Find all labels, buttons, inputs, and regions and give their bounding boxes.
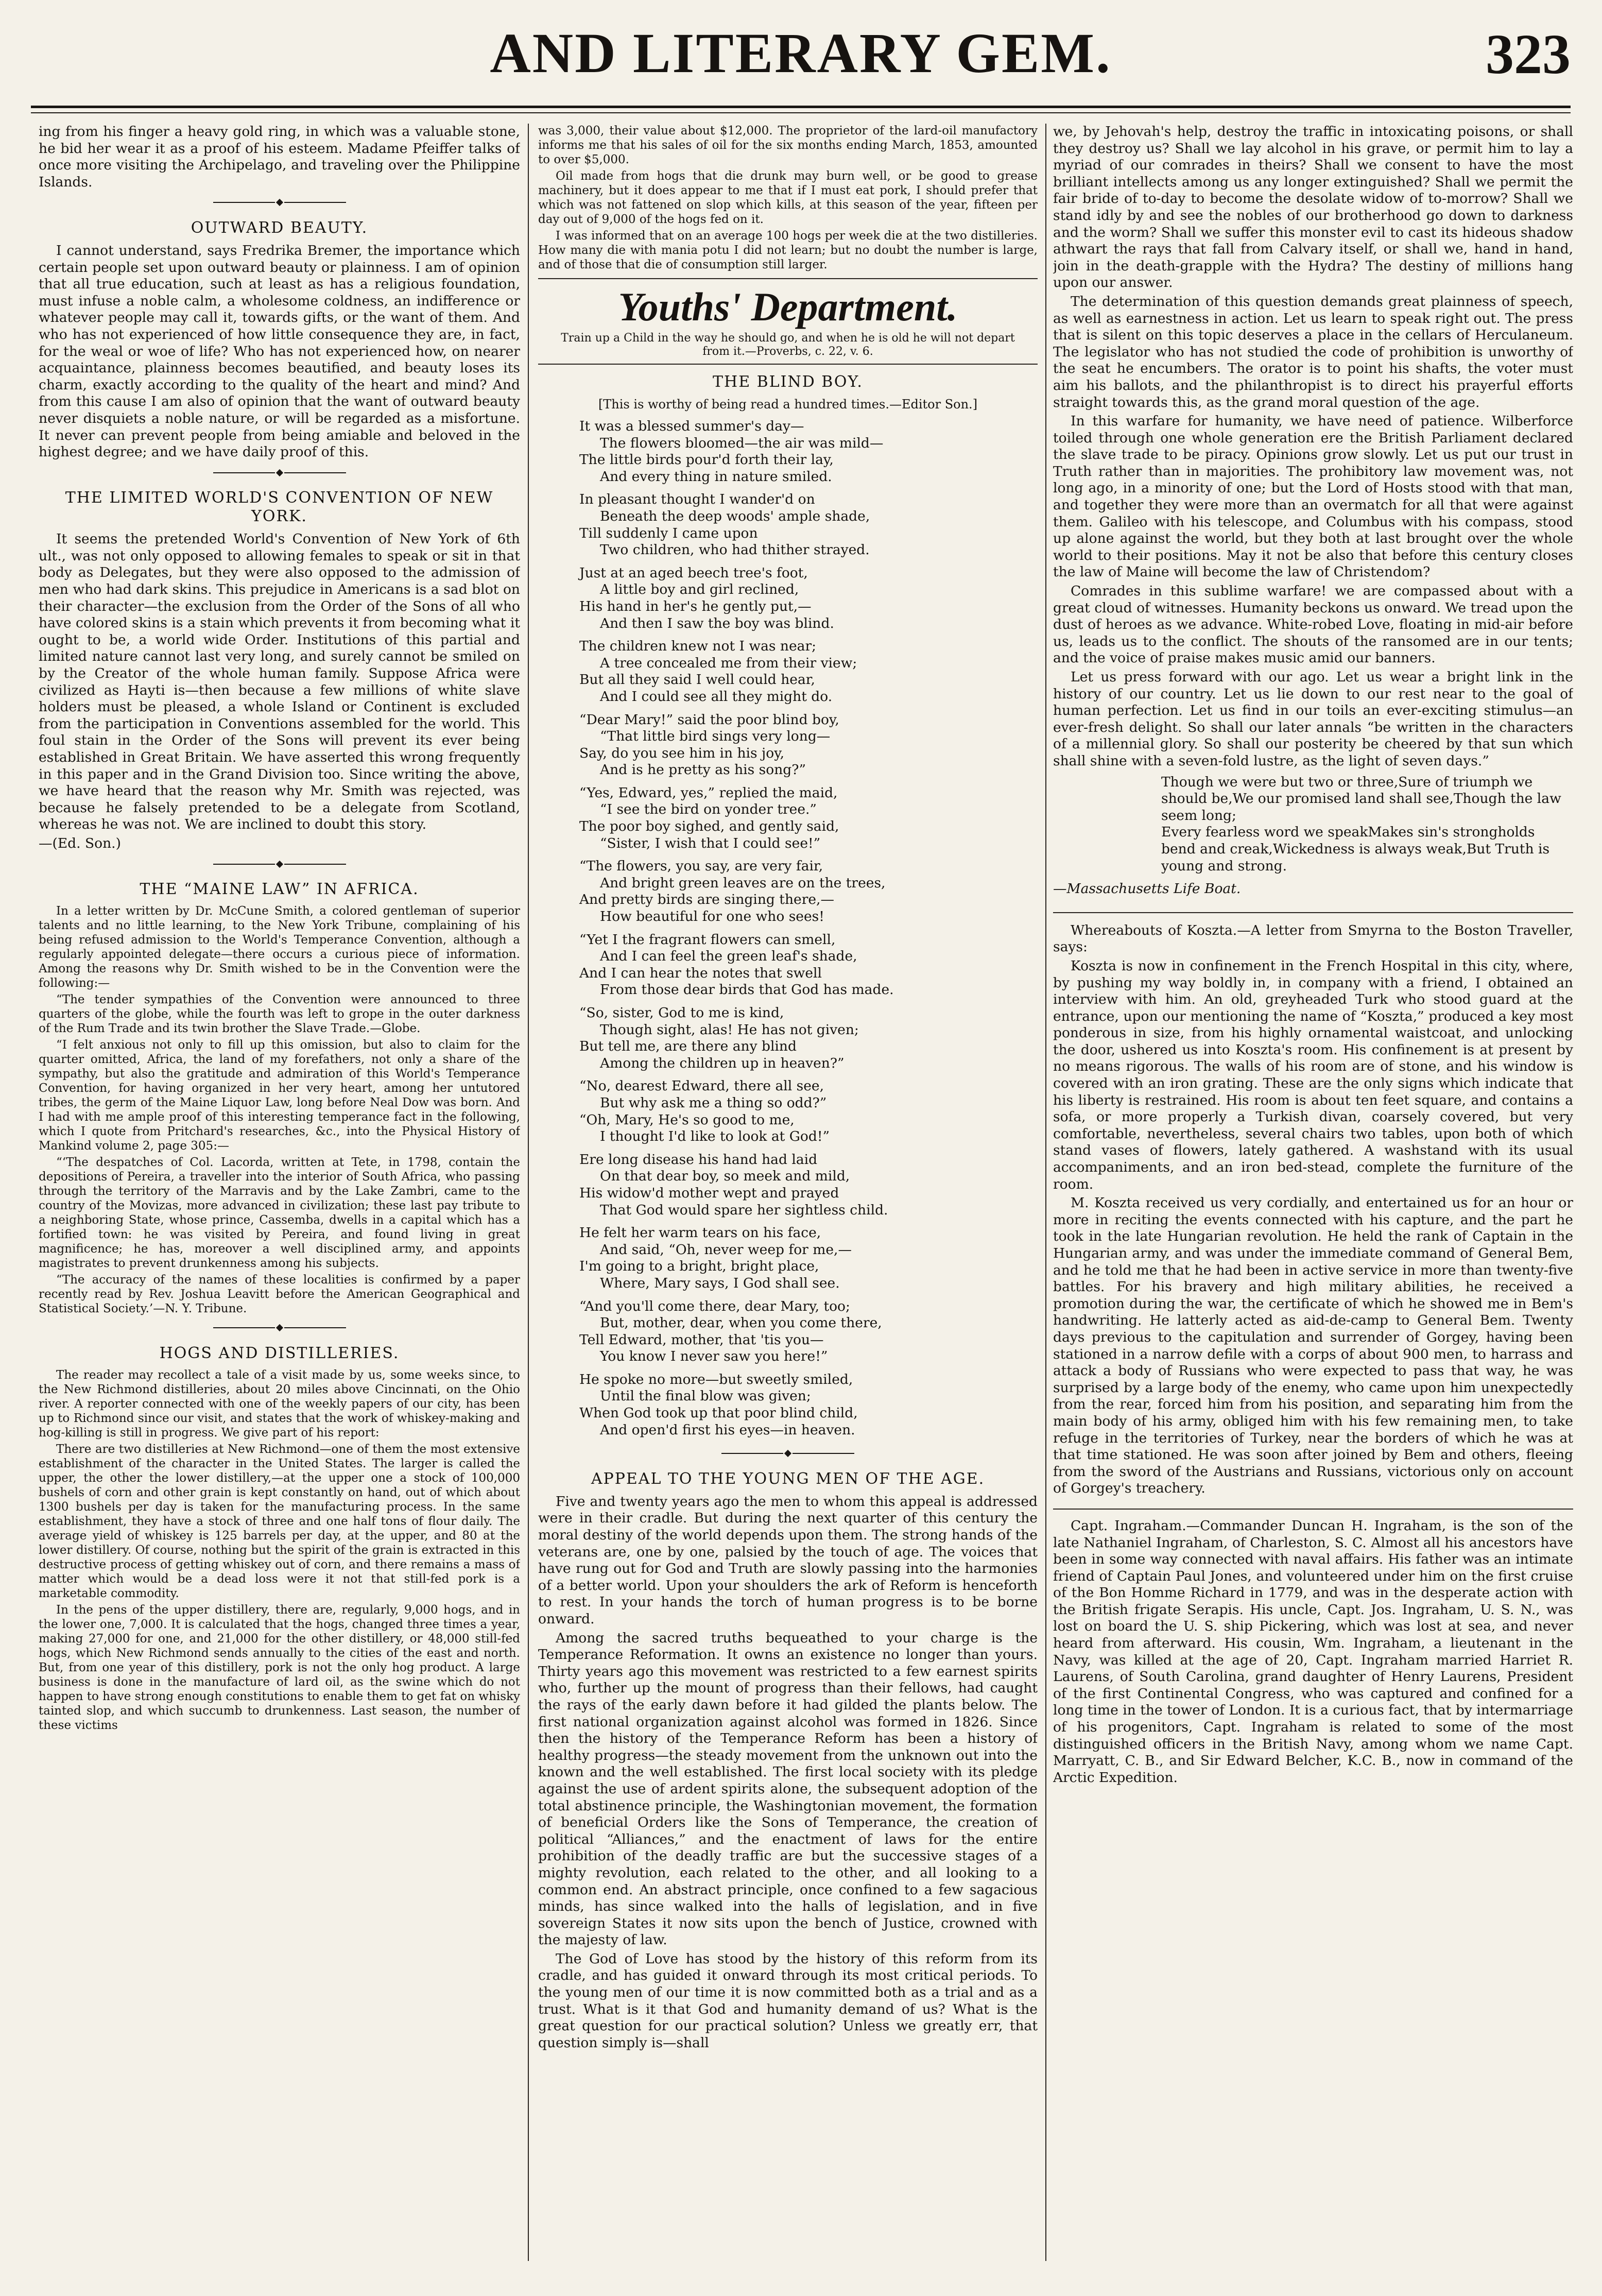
poem-line: And is he pretty as his song?” bbox=[600, 762, 806, 778]
poem-stanza bbox=[579, 1078, 1038, 1145]
article-heading: THE “MAINE LAW” IN AFRICA. bbox=[140, 880, 419, 899]
paragraph: In the pens of the upper distillery, there are, regularly, 9,000 hogs, and in the lower one, 7,000. It is calculated that the hogs, changed three times a year, making 27,000 for one, and 21,000 for the other distillery, or 48,000 still-fed hogs, which New Richmond sends annually to the cities of the east and north. But, from one year of this distillery, pork is not the only hog product. A large business is done in the manufacture of lard oil, as the swine which do not happen to have strong enough constitutions to enable them to get fat on whisky tainted slop, and which succumb to drunkenness. Last season, the number of these victims bbox=[39, 1603, 520, 1732]
article-heading: HOGS AND DISTILLERIES. bbox=[159, 1344, 400, 1362]
paragraph: “The tender sympathies of the Convention were announced to three quarters of the globe, while the fourth was left to grope in the outer darkness of the Rum Trade and its twin brother the Slave Trade.—Globe. bbox=[39, 993, 520, 1036]
poem-line: Though sight, alas! He has not given; bbox=[600, 1021, 859, 1038]
paragraph: we, by Jehovah's help, destroy the traffic in intoxicating poisons, or shall they destroy us? Shall we lay alcohol in his grave, or permit him to lay a myriad of our comrades in theirs? Shall we consent to have the most brilliant intellects among us any longer extinguished? Shall we permit the fair bride of to-day to become the desolate widow of to-morrow? Shall we stand idly by and see the nobles of our brotherhood go down to darkness and the worm? Shall we suffer this monster evil to cast its hideous shadow athwart the rays that fall from Calvary itself, or shall we, hand in hand, join in the death-grapple with the Hydra? The destiny of millions hang upon our answer. bbox=[1053, 124, 1573, 291]
editor-note: [This is worthy of being read a hundred times.—Editor Son.] bbox=[598, 397, 978, 412]
paragraph: Capt. Ingraham.—Commander Duncan H. Ingraham, is the son of the late Nathaniel Ingraham, of Charleston, S. C. Almost all his ancestors have been in some way connected with naval affairs. His father was an intimate friend of Captain Paul Jones, and volunteered under him on the first cruise of the Bon Homme Richard in 1779, and was in the desperate action with the British frigate Serapis. His uncle, Capt. Jos. Ingraham, U. S. N., was lost on board the U. S. ship Pickering, which was lost at sea, and never heard from afterward. His cousin, Wm. Ingraham, a lieutenant in the Navy, was killed at the age of 20, Capt. Ingraham married Harriet R. Laurens, of South Carolina, grand daughter of Henry Laurens, President of the first Continental Congress, who was captured and confined for a long time in the tower of London. It is a curious fact, that by intermarriage of his progenitors, Capt. Ingraham is related to some of the most distinguished officers in the British Navy, among whom we name Capt. Marryatt, C. B., and Sir Edward Belcher, K.C. B., now in command of the Arctic Expedition. bbox=[1053, 1517, 1573, 1786]
poem-line: Among the children up in heaven?” bbox=[600, 1055, 845, 1071]
separator bbox=[39, 855, 520, 872]
separator bbox=[538, 1445, 1038, 1462]
poem-line: He felt her warm tears on his face, bbox=[579, 1225, 821, 1241]
section-rule bbox=[538, 278, 1038, 279]
poem-stanza bbox=[579, 1005, 1038, 1072]
poem-line: Till suddenly I came upon bbox=[579, 525, 758, 541]
paragraph: There are two distilleries at New Richmond—one of them the most extensive establishment of the character in the United States. The larger is called the upper, the other the lower distillery,—at the upper one a stock of 100,000 bushels of corn and other grain is kept constantly on hand, out of which about 1300 bushels per day is taken for the manufacturing process. In the same establishment, they have a stock of three and one half tons of flour daily. The average yield of whiskey is 125 barrels per day, at the upper, and 80 at the lower distillery. Of course, nothing but the spirit of the grain is extracted in this destructive process of getting whiskey out of corn, and there remains a mass of matter which would be a dead loss were it not that still-fed pork is a marketable commodity. bbox=[39, 1442, 520, 1600]
column-2 bbox=[538, 124, 1038, 2261]
column-divider bbox=[528, 124, 529, 2261]
poem-stanza bbox=[1161, 774, 1573, 825]
poem-line: Beneath the deep woods' ample shade, bbox=[600, 508, 870, 524]
poem-line: And I can hear the notes that swell bbox=[579, 965, 822, 981]
poem-line: From those dear birds that God has made. bbox=[600, 982, 894, 998]
poem-line: When God took up that poor blind child, bbox=[579, 1405, 858, 1421]
poem-line: A tree concealed me from their view; bbox=[600, 655, 857, 671]
article-heading: OUTWARD BEAUTY. bbox=[191, 218, 368, 237]
poem-line: On that dear boy, so meek and mild, bbox=[600, 1168, 850, 1185]
poem-line: Makes sin's strongholds bend and creak, bbox=[1161, 824, 1535, 857]
separator bbox=[39, 464, 520, 481]
poem-line: Sure of triumph we should be, bbox=[1161, 774, 1533, 807]
poem-line: Wickedness is always weak, bbox=[1272, 841, 1467, 857]
motto: Train up a Child in the way he should go, and when he is old he will not depart from it.—Proverbs, c. 22, v. 6. bbox=[561, 332, 1015, 358]
article-heading: APPEAL TO THE YOUNG MEN OF THE AGE. bbox=[591, 1469, 985, 1488]
paragraph: Five and twenty years ago the men to whom this appeal is addressed were in their cradle. But during the next quarter of this century the moral destiny of the world depends upon them. The strong hands of the veterans are, one by one, palsied by the touch of age. The voices that have rung out for God and Truth are slowly passing into the harmonies of a better world. Upon your shoulders the ark of Reform is henceforth to rest. In your hands the torch of human progress is to be borne onward. bbox=[538, 1493, 1038, 1627]
poem-line: Where, Mary says, I God shall see. bbox=[600, 1275, 840, 1291]
poem-line: “Oh, Mary, He's so good to me, bbox=[579, 1111, 795, 1128]
paragraph: The God of Love has stood by the history of this reform from its cradle, and has guided it onward through its most critical periods. To the young men of our time it is now committed both as a trial and as a trust. What is it that God and humanity demand of us? What is the great question for our practical solution? Unless we greatly err, that question simply is—shall bbox=[538, 1950, 1038, 2051]
paragraph: The reader may recollect a tale of a visit made by us, some weeks since, to the New Richmond distilleries, about 20 miles above Cincinnati, on the Ohio river. A reporter connected with one of the weekly papers of our city, has been up to Richmond since our visit, and states that the work of whiskey-making and hog-killing is still in progress. We give part of his report: bbox=[39, 1368, 520, 1440]
poem-line: And I can feel the green leaf's shade, bbox=[600, 948, 857, 965]
paragraph: In this warfare for humanity, we have need of patience. Wilberforce toiled through one whole generation ere the British Parliament declared the slave trade to be piracy. Opinions grow slowly. Let us put our trust in Truth rather than in majorities. The prohibitory law movement was, not long ago, in a minority of one; but the Lord of Hosts stood with that man, and together they were more than an overmatch for all that were against them. Galileo with his telescope, and Columbus with his compass, stood up alone against the world, but they both at last brought over the whole world to their positions. May it not be also that before this century closes the law of Maine will become the law of Christendom? bbox=[1053, 413, 1573, 580]
poem-stanza bbox=[579, 418, 1038, 485]
department-title: Youths' Department. bbox=[618, 284, 958, 329]
poem-line: His hand in her's he gently put,— bbox=[579, 598, 812, 614]
paragraph: Among the sacred truths bequeathed to your charge is the Temperance Reformation. It owns an existence no longer than yours. Thirty years ago this movement was restricted to a few earnest spirits who, further up the mount of progress than their fellows, had caught the rays of the early dawn before it had gilded the plants below. The first national organization against alcohol was formed in 1826. Since then the history of the Temperance Reform has been a history of healthy progress—the steady movement from the unknown out into the known and the well established. The first local society with its pledge against the use of ardent spirits alone, the subsequent adoption of the total abstinence principle, the Washingtonian movement, the formation of beneficial Orders like the Sons of Temperance, the creation of political “Alliances,” and the enactment of laws for the entire prohibition of the deadly traffic are but the successive stages of a mighty revolution, each related to the other, and all looking to a common end. An abstract principle, once confined to a few sagacious minds, has since walked into the halls of legislation, and in five sovereign States it now sits upon the bench of Justice, crowned with the majesty of law. bbox=[538, 1630, 1038, 1948]
poem-line: He spoke no more—but sweetly smiled, bbox=[579, 1371, 853, 1387]
paragraph: I cannot understand, says Fredrika Bremer, the importance which certain people set upon outward beauty or plainness. I am of opinion that all true education, such at least as has a religious foundation, must infuse a noble calm, a wholesome coldness, an indifference or whatever people may call it, towards gifts, or the want of them. And who has not experienced of how little consequence they are, in fact, for the weal or woe of life? Who has not experienced how, on nearer acquaintance, plainness becomes beautified, and beauty loses its charm, exactly according to the quality of the heart and mind? And from this cause I am also of opinion that the want of outward beauty never disquiets a noble nature, or will be regarded as a misfortune. It never can prevent people from being amiable and beloved in the highest degree; and we have daily proof of this. bbox=[39, 242, 520, 460]
poem-stanza bbox=[579, 565, 1038, 632]
header-rule bbox=[31, 106, 1571, 108]
poem-line: The little birds pour'd forth their lay, bbox=[579, 452, 834, 468]
column-3 bbox=[1053, 124, 1573, 2261]
paragraph: “‘The despatches of Col. Lacorda, written at Tete, in 1798, contain the depositions of Pereira, a traveller into the interior of South Africa, who passing through the territory of the Marravis and by the Lake Zambri, came to the country of the Movizas, more advanced in civilization; these last pay tribute to a neighboring State, whose prince, Cassemba, dwells in a capital which has a fortified town: he was visited by Pereira, and found living in great magnificence; he has, moreover a well disciplined army, and appoints magistrates to prevent drunkenness among his subjects. bbox=[39, 1156, 520, 1271]
poem-stanza bbox=[579, 491, 1038, 558]
poem-line: Ere long disease his hand had laid bbox=[579, 1151, 818, 1168]
paragraph: It seems the pretended World's Convention of New York of 6th ult., was not only opposed to allowing females to speak or sit in that body as Delegates, but they were also opposed to the admission of men who had dark skins. This prejudice in Americans is a sad blot on their character—the exclusion from the Order of the Sons of all who have colored skins is a stain which prevents it from becoming what it ought to be, a world wide Order. Institutions of this partial and limited nature cannot last very long, and surely cannot be smiled on by the Creator of the whole human family. Suppose Africa were civilized as Hayti is—then because a few millions of white slave holders must be pleased, a whole Island or Continent is excluded from the participation in Conventions assembled for the world. This foul stain in the Order of the Sons will prevent its ever being established in Great Britain. We have asserted this wrong frequently in this paper and in the Grand Division too. Since writing the above, we have heard that the reason why Mr. Smith was rejected, was because he falsely pretended to be a delegate from Scotland, whereas he was not. We are inclined to doubt this story. bbox=[39, 531, 520, 833]
poem-line: “Yes, Edward, yes,” replied the maid, bbox=[579, 784, 838, 801]
paragraph: Oil made from hogs that die drunk may burn well, or be good to grease machinery, but it does appear to me that if I must eat pork, I should prefer that which was not fattened on slop which kills, at this season of the year, fifteen per day out of 9,000 of the hogs fed on it. bbox=[538, 169, 1038, 226]
poem-stanza bbox=[579, 712, 1038, 779]
header-rule-thin bbox=[31, 112, 1571, 113]
poem-line: Until the final blow was given; bbox=[600, 1388, 811, 1404]
poem-stanza bbox=[1161, 824, 1573, 875]
paragraph: was 3,000, their value about $12,000. The proprietor of the lard-oil manufactory informs me that his sales of oil for the six months ending March, 1853, amounted to over $5,000. bbox=[538, 124, 1038, 166]
paragraph: Whereabouts of Koszta.—A letter from Smyrna to the Boston Traveller, says: bbox=[1053, 922, 1573, 955]
poem-line: In pleasant thought I wander'd on bbox=[579, 491, 815, 508]
masthead bbox=[31, 21, 1571, 98]
poem-line: And every thing in nature smiled. bbox=[600, 468, 832, 485]
poem-line: You know I never saw you here!” bbox=[600, 1348, 828, 1365]
poem-line: Every fearless word we speak bbox=[1161, 824, 1368, 841]
poem-line: But why ask me a thing so odd?” bbox=[600, 1094, 827, 1111]
poem-line: “Yet I the fragrant flowers can smell, bbox=[579, 931, 836, 948]
poem-line: Say, do you see him in his joy, bbox=[579, 745, 785, 761]
poem-line: But all they said I well could hear, bbox=[579, 672, 815, 688]
poem-stanza bbox=[579, 1225, 1038, 1292]
poem-line: His widow'd mother wept and prayed bbox=[579, 1185, 839, 1201]
paragraph: “The accuracy of the names of these localities is confirmed by a paper recently read by Rev. Joshua Leavitt before the American Geographical and Statistical Society.’—N. Y. Tribune. bbox=[39, 1273, 520, 1316]
section-rule bbox=[1053, 1509, 1573, 1510]
paragraph: The determination of this question demands great plainness of speech, as well as earnestness in action. Let us learn to speak right out. The press that is silent on this topic deserves a place in the cellars of Herculaneum. The legislator who has not studied the code of prohibition is unworthy of the seat he encumbers. The orator is to point his shafts, the voter must aim his ballots, and the philanthropist is to direct his prayerful efforts straight towards this, as the grand moral question of the age. bbox=[1053, 293, 1573, 410]
poem-stanza bbox=[579, 858, 1038, 925]
section-rule bbox=[1053, 912, 1573, 913]
poem-line: We our promised land shall see, bbox=[1232, 791, 1454, 807]
paragraph: Comrades in this sublime warfare! we are compassed about with a great cloud of witnesses. Humanity beckons us onward. We tread upon the dust of heroes as we advance. White-robed Love, floating in mid-air before us, leads us to the conflict. The shouts of the ransomed are in our tents; and the voice of praise makes music amid our banners. bbox=[1053, 583, 1573, 666]
poem-line: The poor boy sighed, and gently said, bbox=[579, 818, 839, 835]
poem-truth bbox=[1161, 774, 1573, 875]
poem-line: But tell me, are there any blind bbox=[579, 1038, 797, 1055]
column-1 bbox=[39, 124, 520, 2261]
poem-line: And open'd first his eyes—in heaven. bbox=[600, 1421, 855, 1438]
paragraph: I was informed that on an average 100 hogs per week die at the two distilleries. How many die with mania potu I did not learn; but no doubt the number is large, and of those that die of consumption still larger. bbox=[538, 229, 1038, 271]
poem-line: “No, dearest Edward, there all see, bbox=[579, 1078, 824, 1094]
poem-stanza bbox=[579, 1152, 1038, 1219]
poem-line: And pretty birds are singing there,— bbox=[579, 892, 834, 908]
poem-line: I'm going to a bright, bright place, bbox=[579, 1258, 819, 1275]
poem-line: And then I saw the boy was blind. bbox=[600, 615, 834, 631]
paragraph: “I felt anxious not only to fill up this omission, but also to claim for the quarter omitted, Africa, the land of my forefathers, not only a share of the sympathy, but also the gratitude and admiration of this World's Temperance Convention, for having organized in her very heart, among her untutored tribes, the germ of the Maine Liquor Law, long before Neal Dow was born. And I had with me ample proof of this interesting temperance fact in the following, which I quote from Pritchard's researches, &c., into the Physical History of Mankind volume 2, page 305:— bbox=[39, 1038, 520, 1153]
column-divider bbox=[1045, 124, 1046, 2261]
poem-line: And bright green leaves are on the trees, bbox=[600, 875, 886, 891]
poem-line: It was a blessed summer's day— bbox=[579, 418, 804, 434]
signature: —(Ed. Son.) bbox=[39, 835, 121, 851]
poem-stanza bbox=[579, 638, 1038, 705]
paragraph: M. Koszta received us very cordially, and entertained us for an hour or more in reciting the events connected with his capture, and the part he took in the late Hungarian revolution. He held the rank of Captain in the Hungarian army, and was under the immediate command of General Bem, and he told me that he had been in active service in more than twenty-five battles. For his bravery and high military abilities, he received a promotion during the war, the certificate of which he showed me in Bem's handwriting. He latterly acted as aid-de-camp to General Bem. Twenty days previous to the capitulation and surrender of Gorgey, having been stationed in a narrow defile with a corps of about 900 men, to harrass and attack a body of Russians who were expected to pass that way, he was surprised by a large body of the enemy, who came upon him unexpectedly from the rear, forced him from his position, and separating him from the main body of his army, obliged him with his few remaining men, to take refuge in the territories of Turkey, near the borders of which he was at that time stationed. He was soon after joined by Bem and others, fleeing from the sword of the Austrians and Russians, victorious only on account of Gorgey's treachery. bbox=[1053, 1195, 1573, 1497]
poem-line: “And you'll come there, dear Mary, too; bbox=[579, 1298, 850, 1314]
poem-line: “Sister, I wish that I could see!” bbox=[600, 835, 821, 851]
paragraph: In a letter written by Dr. McCune Smith, a colored gentleman of superior talents and no little learning, to the New York Tribune, complaining of his being refused admission to the World's Temperance Convention, although a regularly appointed delegate—there occurs a curious piece of information. Among the reasons why Dr. Smith wished to be in the Convention were the following:— bbox=[39, 904, 520, 990]
poem-line: And I could see all they might do. bbox=[600, 688, 833, 705]
poem-stanza bbox=[579, 1372, 1038, 1438]
poem-stanza bbox=[579, 785, 1038, 852]
poem-line: That God would spare her sightless child. bbox=[600, 1202, 888, 1218]
poem-line: “The flowers, you say, are very fair, bbox=[579, 858, 823, 875]
poem-line: The children knew not I was near; bbox=[579, 638, 817, 655]
poem-line: Tell Edward, mother, that 'tis you— bbox=[579, 1331, 824, 1348]
poem-line: Though the law seem long; bbox=[1161, 791, 1561, 824]
poem-line: And said, “Oh, never weep for me,— bbox=[600, 1241, 852, 1258]
poem-line: But, mother, dear, when you come there, bbox=[600, 1315, 882, 1331]
page-title: AND LITERARY GEM. bbox=[490, 22, 1112, 84]
poem-blind-boy bbox=[579, 418, 1038, 1438]
paragraph: Koszta is now in confinement in the French Hospital in this city, where, by pushing my way boldly in, in company with a friend, I obtained an interview with him. An old, greyheaded Turk who stood guard at the entrance, upon our mentioning the name of “Koszta,” produced a key most ponderous in size, from his highly ornamental waistcoat, and unlocking the door, ushered us into Koszta's room. His confinement is at present by no means rigorous. The walls of his room are of stone, and his window is covered with an iron grating. These are the only signs which indicate that his liberty is restrained. His room is about ten feet square, and contains a sofa, or more properly a Turkish divan, coarsely covered, but very comfortable, nevertheless, several chairs two tables, upon both of which stand vases of flowers, lately gathered. A washstand with its usual accompaniments, and an iron bed-stead, complete the furniture of the room. bbox=[1053, 957, 1573, 1192]
poem-line: “That little bird sings very long— bbox=[600, 728, 831, 745]
poem-stanza bbox=[579, 1298, 1038, 1365]
article-heading: THE LIMITED WORLD'S CONVENTION OF NEW YORK. bbox=[65, 489, 494, 526]
poem-line: But Truth is young and strong. bbox=[1161, 841, 1550, 874]
section-rule bbox=[538, 364, 1038, 365]
poem-line: “Dear Mary!” said the poor blind boy, bbox=[579, 711, 839, 728]
separator bbox=[39, 1319, 520, 1336]
poem-line: “I see the bird on yonder tree.” bbox=[600, 801, 817, 818]
page-number: 323 bbox=[1486, 23, 1571, 85]
poem-line: I thought I'd like to look at God!” bbox=[600, 1128, 830, 1145]
paragraph: Let us press forward with our ago. Let us wear a bright link in the history of our country. Let us lie down to our rest near to the goal of human perfection. Let us find in our toils an ever-exciting stimulus—an ever-fresh delight. So shall our later annals “be written in the characters of a millennial glory. So shall our posterity be cheered by that sun which shall shine with a seven-fold lustre, as the light of seven days.” bbox=[1053, 669, 1573, 769]
separator bbox=[39, 194, 520, 211]
article-heading: THE BLIND BOY. bbox=[713, 373, 863, 391]
poem-stanza bbox=[579, 932, 1038, 999]
poem-source: —Massachusetts Life Boat. bbox=[1053, 881, 1241, 897]
poem-line: How beautiful for one who sees! bbox=[600, 909, 824, 925]
paragraph: ing from his finger a heavy gold ring, in which was a valuable stone, he bid her wear it as a proof of his esteem. Madame Pfeiffer talks of once more visiting the Archipelago, and traveling over the Philippine Islands. bbox=[39, 124, 520, 190]
poem-line: A little boy and girl reclined, bbox=[600, 581, 799, 598]
poem-line: “So, sister, God to me is kind, bbox=[579, 1005, 784, 1021]
poem-line: The flowers bloomed—the air was mild— bbox=[600, 435, 884, 451]
poem-line: Just at an aged beech tree's foot, bbox=[579, 564, 808, 581]
poem-line: Though we were but two or three, bbox=[1161, 774, 1399, 790]
poem-line: Two children, who had thither strayed. bbox=[600, 542, 870, 558]
